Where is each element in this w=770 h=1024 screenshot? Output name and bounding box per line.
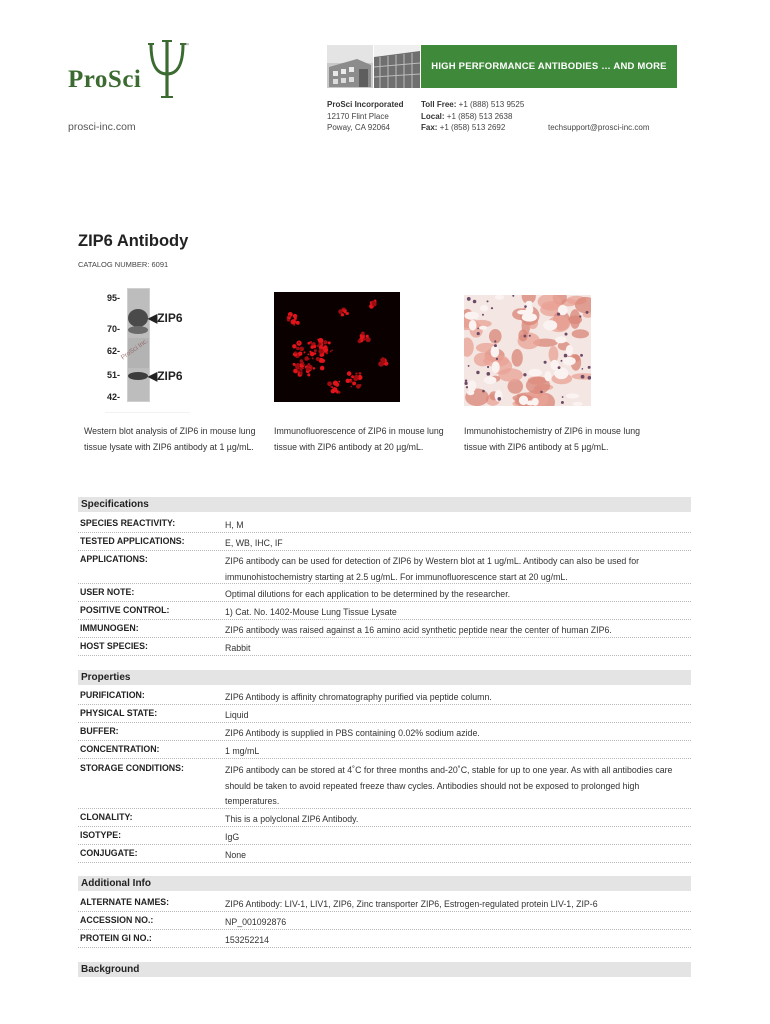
local-label: Local: [421,111,445,121]
ihc-caption: Immunohistochemistry of ZIP6 in mouse lung tissue with ZIP6 antibody at 5 µg/mL. [464,426,641,452]
row-value: 1) Cat. No. 1402-Mouse Lung Tissue Lysate [225,607,397,617]
row-value: ZIP6 Antibody is supplied in PBS containing 0.02% sodium azide. [225,728,480,738]
band-label-upper: ◀ZIP6 [148,311,183,325]
marker-51: 51- [107,370,121,380]
marker-70: 70- [107,324,121,334]
prop-row-isotype [78,827,691,845]
fax-number: +1 (858) 513 2692 [439,123,506,132]
prop-row-clonality [78,809,691,827]
marker-95: 95- [107,293,121,303]
properties-heading: Properties [78,670,691,685]
row-value: Liquid [225,710,249,720]
spec-row-user-note [78,584,691,602]
spec-row-positive-control [78,602,691,620]
row-label: HOST SPECIES: [80,641,148,651]
row-value: Optimal dilutions for each application to be determined by the researcher. [225,589,511,599]
row-value: ZIP6 Antibody: LIV-1, LIV1, ZIP6, Zinc transporter ZIP6, Estrogen-regulated protein LIV-1, ZIP-6 [225,899,598,909]
phone-block [421,99,524,134]
band-label-lower: ◀ZIP6 [148,369,183,383]
row-label: APPLICATIONS: [80,554,148,564]
row-value: ZIP6 antibody can be stored at 4˚C for three months and-20˚C, stable for up to one year. As with all antibodies care should be taken to avoid repeated freeze thaw cycles. Antibodies should not be exposed to prolonged high temperatures. [225,765,673,806]
add-row-accession [78,912,691,930]
building-photo-2 [374,45,420,88]
row-label: BUFFER: [80,726,119,736]
row-value: 153252214 [225,935,270,945]
street-address: 12170 Flint Place [327,111,389,121]
spec-row-immunogen [78,620,691,638]
row-label: TESTED APPLICATIONS: [80,536,185,546]
toll-free-number[interactable]: +1 (888) 513 9525 [458,100,525,109]
toll-free-label: Toll Free: [421,100,457,109]
row-value: ZIP6 antibody was raised against a 16 amino acid synthetic peptide near the center of human ZIP6. [225,625,612,635]
if-caption: Immunofluorescence of ZIP6 in mouse lung tissue with ZIP6 antibody at 20 µg/mL. [274,426,444,452]
support-email[interactable]: techsupport@prosci-inc.com [548,123,650,132]
row-label: ALTERNATE NAMES: [80,897,170,907]
row-label: PURIFICATION: [80,690,145,700]
specifications-heading: Specifications [78,497,691,512]
immunofluorescence-image [274,292,400,402]
row-label: SPECIES REACTIVITY: [80,518,176,528]
prop-row-conjugate [78,845,691,863]
marker-62: 62- [107,346,121,356]
company-name: ProSci Incorporated [327,100,404,109]
row-label: IMMUNOGEN: [80,623,139,633]
prop-row-storage [78,760,691,809]
product-title: ZIP6 Antibody [78,232,189,250]
row-value: 1 mg/mL [225,746,260,756]
city-address: Poway, CA 92064 [327,123,391,132]
site-url[interactable]: prosci-inc.com [68,121,136,133]
row-value: ZIP6 Antibody is affinity chromatography purified via peptide column. [225,692,492,702]
row-label: CONCENTRATION: [80,744,160,754]
row-label: POSITIVE CONTROL: [80,605,170,615]
trademark-mark: ™ [183,43,189,49]
add-row-alternate-names [78,894,691,912]
row-value: NP_001092876 [225,917,287,927]
prop-row-buffer [78,723,691,741]
row-value: This is a polyclonal ZIP6 Antibody. [225,814,359,824]
immunohistochemistry-image [464,295,591,406]
row-value: None [225,850,247,860]
marker-42: 42- [107,392,121,402]
spec-row-host-species [78,638,691,656]
local-number[interactable]: +1 (858) 513 2638 [446,111,513,121]
row-value: IgG [225,832,240,842]
catalog-number: CATALOG NUMBER: 6091 [78,260,169,269]
row-label: USER NOTE: [80,587,135,597]
row-label: PROTEIN GI NO.: [80,933,152,943]
row-label: ACCESSION NO.: [80,915,154,925]
fax-label: Fax: [421,123,438,132]
western-blot-figure [105,288,190,413]
tagline-banner: HIGH PERFORMANCE ANTIBODIES … AND MORE [421,45,677,88]
spec-row-species [78,515,691,533]
psi-logo-icon [147,40,187,98]
western-caption: Western blot analysis of ZIP6 in mouse lung tissue lysate with ZIP6 antibody at 1 µg/mL. [84,426,256,452]
row-label: STORAGE CONDITIONS: [80,763,184,773]
prop-row-concentration [78,741,691,759]
row-label: CLONALITY: [80,812,133,822]
row-label: PHYSICAL STATE: [80,708,158,718]
watermark: ProSci Inc. [119,337,150,362]
spec-row-applications [78,551,691,584]
prop-row-purification [78,687,691,705]
prop-row-physical-state [78,705,691,723]
add-row-protein-gi [78,930,691,948]
row-label: ISOTYPE: [80,830,122,840]
row-value: Rabbit [225,643,251,653]
address-block [327,99,403,134]
prosci-logo-text: ProSci [68,66,142,93]
spec-row-tested-apps [78,533,691,551]
row-value: E, WB, IHC, IF [225,538,283,548]
row-value: ZIP6 antibody can be used for detection of ZIP6 by Western blot at 1 ug/mL. Antibody can also be used for immunohistochemistry starting at 2.5 ug/mL. For immunofluorescence start at 20 ug/mL. [225,556,640,582]
additional-info-heading: Additional Info [78,876,691,891]
row-value: H, M [225,520,244,530]
background-heading: Background [78,962,691,977]
building-photo-1 [327,45,373,88]
row-label: CONJUGATE: [80,848,138,858]
